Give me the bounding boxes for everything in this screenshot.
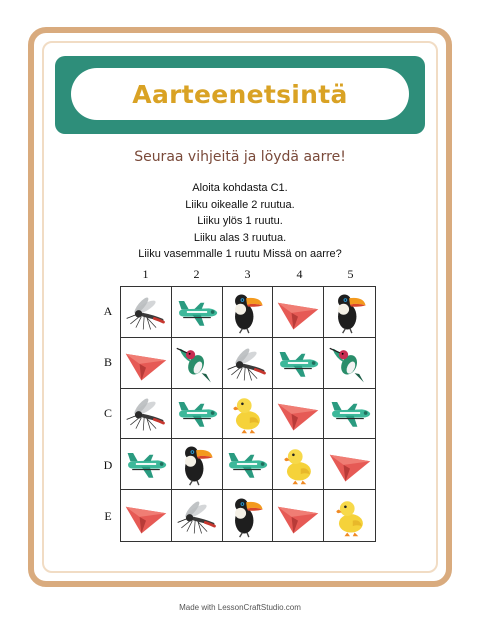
column-header-3: 3 — [244, 267, 251, 281]
grid-cell-a4 — [273, 287, 324, 338]
grid-cell-d4 — [273, 439, 324, 490]
paper-plane-icon — [327, 441, 373, 487]
instruction-line: Liiku oikealle 2 ruutua. — [185, 198, 295, 211]
paper-plane-icon — [275, 493, 321, 539]
grid-cell-e1 — [121, 490, 172, 541]
instruction-line: Liiku vasemmalle 1 ruutu Missä on aarre? — [138, 248, 342, 260]
duckling-icon — [275, 441, 321, 487]
grid-cell-d3 — [223, 439, 274, 490]
grid-cell-d1 — [121, 439, 172, 490]
grid-cell-b2 — [172, 338, 223, 389]
grid-cell-b5 — [324, 338, 375, 389]
airplane-icon — [224, 441, 270, 487]
grid-cell-c4 — [273, 389, 324, 440]
hummingbird-icon — [174, 340, 220, 386]
instructions — [0, 180, 480, 263]
grid-cell-a3 — [223, 287, 274, 338]
column-header-4: 4 — [296, 267, 303, 281]
column-header-2: 2 — [193, 267, 200, 281]
row-header-c: C — [103, 406, 112, 420]
airplane-icon — [327, 390, 373, 436]
toucan-icon — [224, 289, 270, 335]
page-title: Aarteenetsintä — [132, 79, 348, 109]
grid-cell-d2 — [172, 439, 223, 490]
grid-cell-b3 — [223, 338, 274, 389]
airplane-icon — [174, 289, 220, 335]
grid-cell-d5 — [324, 439, 375, 490]
toucan-icon — [327, 289, 373, 335]
instruction-line: Aloita kohdasta C1. — [192, 182, 288, 194]
mosquito-icon — [224, 340, 270, 386]
grid-cell-e4 — [273, 490, 324, 541]
row-header-b: B — [103, 355, 112, 369]
mosquito-icon — [123, 289, 169, 335]
duckling-icon — [224, 390, 270, 436]
grid-cell-e5 — [324, 490, 375, 541]
subtitle: Seuraa vihjeitä ja löydä aarre! — [134, 149, 346, 165]
duckling-icon — [327, 493, 373, 539]
treasure-grid — [120, 286, 376, 542]
mosquito-icon — [174, 493, 220, 539]
instruction-line: Liiku ylös 1 ruutu. — [197, 215, 283, 227]
row-header-d: D — [103, 458, 113, 472]
toucan-icon — [224, 493, 270, 539]
paper-plane-icon — [275, 289, 321, 335]
grid-cell-b1 — [121, 338, 172, 389]
grid-cell-c5 — [324, 389, 375, 440]
grid-cell-c1 — [121, 389, 172, 440]
airplane-icon — [174, 390, 220, 436]
column-header-5: 5 — [347, 267, 354, 281]
airplane-icon — [275, 340, 321, 386]
paper-plane-icon — [275, 390, 321, 436]
grid-cell-a2 — [172, 287, 223, 338]
row-header-e: E — [104, 509, 112, 523]
grid-cell-c2 — [172, 389, 223, 440]
column-header-1: 1 — [142, 267, 149, 281]
hummingbird-icon — [327, 340, 373, 386]
airplane-icon — [123, 441, 169, 487]
paper-plane-icon — [123, 493, 169, 539]
paper-plane-icon — [123, 340, 169, 386]
grid-cell-a1 — [121, 287, 172, 338]
instruction-line: Liiku alas 3 ruutua. — [193, 231, 287, 244]
footer-credit: Made with LessonCraftStudio.com — [179, 603, 301, 612]
title-pill — [71, 68, 409, 120]
title-banner — [55, 56, 425, 134]
grid-cell-b4 — [273, 338, 324, 389]
toucan-icon — [174, 441, 220, 487]
grid-cell-c3 — [223, 389, 274, 440]
grid-cell-a5 — [324, 287, 375, 338]
grid-cell-e2 — [172, 490, 223, 541]
grid-cell-e3 — [223, 490, 274, 541]
mosquito-icon — [123, 390, 169, 436]
row-header-a: A — [103, 304, 113, 318]
